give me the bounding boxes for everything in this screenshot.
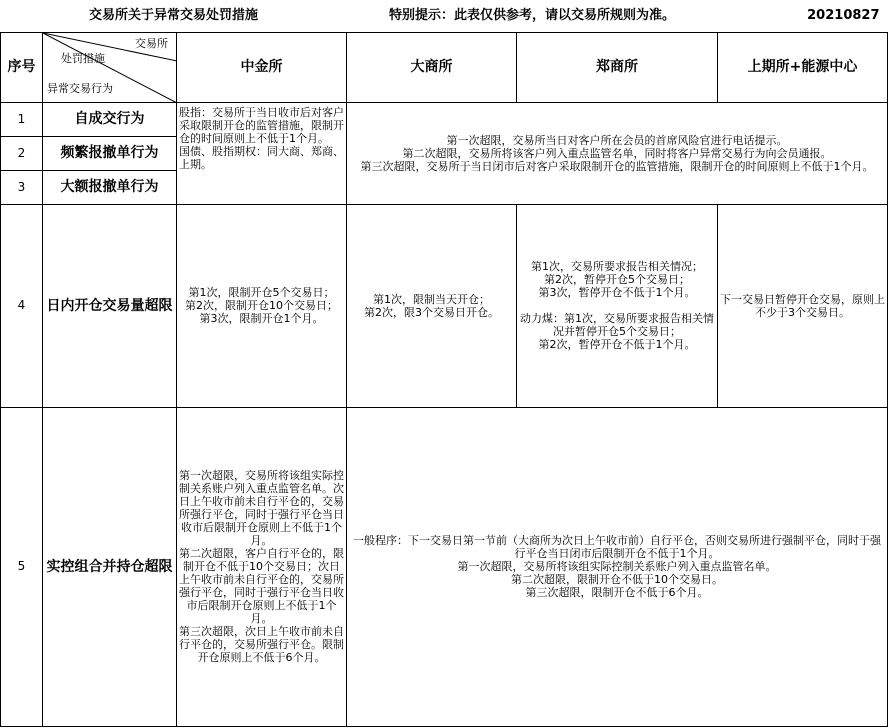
diag-behavior-label: 异常交易行为 (47, 81, 113, 95)
cell-r4-dce: 第1次，限制当天开仓； 第2次，限3个交易日开仓。 (347, 204, 517, 407)
diag-exchange-label: 交易所 (135, 36, 168, 50)
row-behavior: 频繁报撤单行为 (43, 136, 177, 170)
cell-r5-others: 一般程序：下一交易日第一节前（大商所为次日上午收市前）自行平仓，否则交易所进行强制平仓，同时于强行平仓当日闭市后限制开仓不低于1个月。 第一次超限，交易所将该组实际控制关系账户列入重点监管名单。 第二次超限，限制开仓不低于10个交易日。 第三次超限，限制开仓不低于6个月。 (347, 407, 888, 726)
row-seq: 2 (1, 136, 43, 170)
cell-r4-cffex: 第1次，限制开仓5个交易日； 第2次，限制开仓10个交易日； 第3次，限制开仓1个月。 (177, 204, 347, 407)
cell-r4-shfe: 下一交易日暂停开仓交易，原则上不少于3个交易日。 (718, 204, 888, 407)
cell-r123-others: 第一次超限，交易所当日对客户所在会员的首席风险官进行电话提示。 第二次超限，交易所将该客户列入重点监管名单，同时将客户异常交易行为向会员通报。 第三次超限，交易所于当日闭市后对客户采取限制开仓的监管措施，限制开仓的时间原则上不低于1个月。 (347, 102, 888, 204)
row-behavior: 自成交行为 (43, 102, 177, 136)
date-text: 20210827 (718, 0, 888, 32)
page-title: 交易所关于异常交易处罚措施 (1, 0, 347, 32)
cell-r5-cffex: 第一次超限，交易所将该组实际控制关系账户列入重点监管名单。次日上午收市前未自行平仓的，交易所强行平仓，同时于强行平仓当日收市后限制开仓原则上不低于1个月。 第二次超限，客户自行平仓的，限制开仓不低于10个交易日；次日上午收市前未自行平仓的，交易所强行平仓，同时于强行平仓当日收市后限制开仓原则上不低于1个月。 第三次超限，次日上午收市前未自行平仓的，交易所强行平仓。限制开仓原则上不低于6个月。 (177, 407, 347, 726)
row-seq: 5 (1, 407, 43, 726)
cffex-header: 中金所 (177, 32, 347, 102)
notice-text: 特别提示：此表仅供参考，请以交易所规则为准。 (347, 0, 718, 32)
row-seq: 1 (1, 102, 43, 136)
row-seq: 4 (1, 204, 43, 407)
title-row (1, 0, 888, 32)
table-row (1, 102, 888, 136)
diagonal-header (43, 32, 177, 102)
row-seq: 3 (1, 170, 43, 204)
cell-r123-cffex: 股指：交易所于当日收市后对客户采取限制开仓的监管措施，限制开仓的时间原则上不低于1个月。 国债、股指期权：同大商、郑商、上期。 (177, 102, 347, 204)
row-behavior: 日内开仓交易量超限 (43, 204, 177, 407)
header-row (1, 32, 888, 102)
row-behavior: 大额报撤单行为 (43, 170, 177, 204)
shfe-ine-header: 上期所+能源中心 (718, 32, 888, 102)
seq-header: 序号 (1, 32, 43, 102)
table-row (1, 407, 888, 726)
table-row (1, 204, 888, 407)
czce-header: 郑商所 (517, 32, 718, 102)
row-behavior: 实控组合并持仓超限 (43, 407, 177, 726)
cell-r4-czce: 第1次，交易所要求报告相关情况； 第2次，暂停开仓5个交易日； 第3次，暂停开仓不低于1个月。 动力煤：第1次，交易所要求报告相关情况并暂停开仓5个交易日； 第2次，暂停开仓不低于1个月。 (517, 204, 718, 407)
diag-penalty-label: 处罚措施 (61, 51, 105, 65)
dce-header: 大商所 (347, 32, 517, 102)
